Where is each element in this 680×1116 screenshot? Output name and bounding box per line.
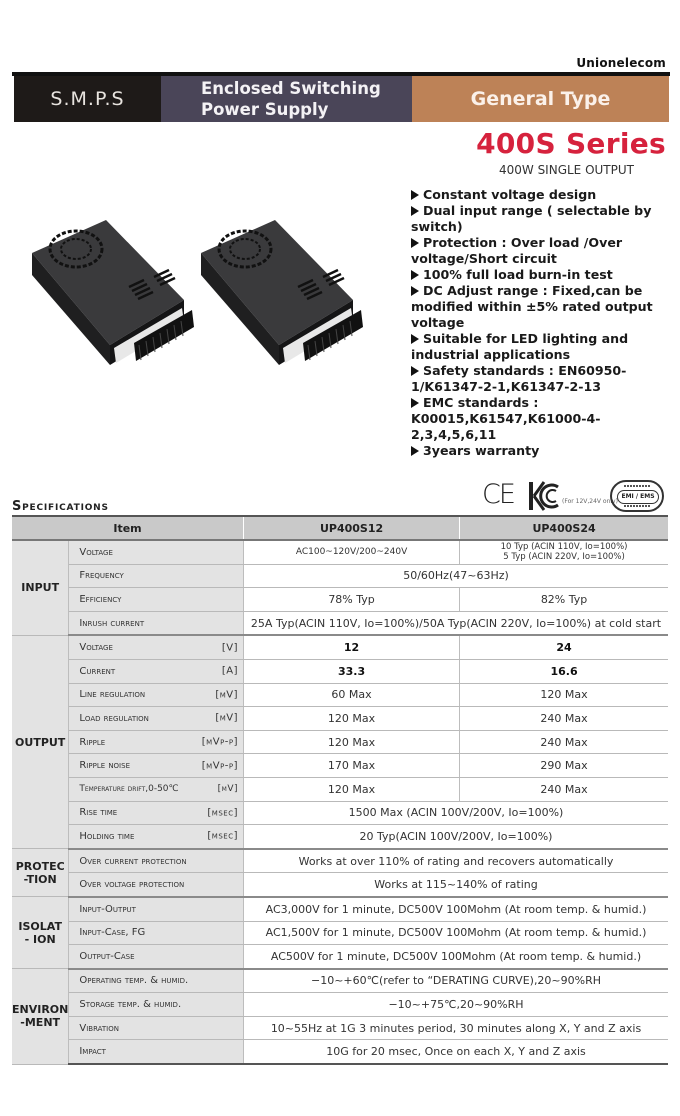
cell-value: 60 Max: [244, 683, 460, 707]
cell-value: 240 Max: [460, 707, 668, 731]
header-item: Item: [12, 516, 244, 540]
row-label: Output-Case: [69, 945, 244, 969]
row-label: Input-Output: [69, 897, 244, 921]
cell-value: 25A Typ(ACIN 110V, Io=100%)/50A Typ(ACIN 220V, Io=100%) at cold start: [244, 611, 668, 635]
cell-value: 120 Max: [244, 730, 460, 754]
product-type-label: [161, 76, 412, 122]
table-row: [12, 611, 668, 635]
certification-marks: [482, 478, 672, 514]
table-row: [12, 540, 668, 564]
cell-value: 290 Max: [460, 754, 668, 778]
bullet-triangle-icon: [411, 190, 419, 200]
cell-value: 10 Typ (ACIN 110V, Io=100%) 5 Typ (ACIN 220V, Io=100%): [460, 540, 668, 564]
feature-item: Constant voltage design: [411, 187, 676, 203]
emi-ems-label: EMI / EMS: [617, 490, 659, 504]
unit-label: [mV]: [215, 689, 239, 701]
row-label: Ripple noise [mVp-p]: [69, 754, 244, 778]
row-label: Over current protection: [69, 849, 244, 873]
unit-label: [mV]: [217, 784, 239, 795]
row-label: Ripple [mVp-p]: [69, 730, 244, 754]
bullet-triangle-icon: [411, 446, 419, 456]
group-environment: ENVIRON -MENT: [12, 969, 69, 1064]
cell-value: AC1,500V for 1 minute, DC500V 100Mohm (At room temp. & humid.): [244, 921, 668, 945]
cell-value: 10G for 20 msec, Once on each X, Y and Z axis: [244, 1040, 668, 1064]
header-model-up400s24: UP400S24: [460, 516, 668, 540]
cell-value: 120 Max: [244, 707, 460, 731]
bullet-triangle-icon: [411, 334, 419, 344]
feature-item: Protection : Over load /Over voltage/Short circuit: [411, 235, 623, 266]
table-row: [12, 730, 668, 754]
unit-label: [A]: [221, 665, 239, 677]
row-label: Temperature drift,0-50℃ [mV]: [69, 777, 244, 801]
product-type-line1: Enclosed Switching: [201, 79, 381, 98]
table-row: [12, 588, 668, 612]
cell-value: 82% Typ: [460, 588, 668, 612]
feature-list: [411, 187, 676, 459]
table-row: [12, 635, 668, 659]
emi-ems-mark-icon: [610, 480, 664, 512]
row-label: Load regulation [mV]: [69, 707, 244, 731]
bullet-triangle-icon: [411, 270, 419, 280]
table-row: [12, 777, 668, 801]
bullet-triangle-icon: [411, 206, 419, 216]
bullet-triangle-icon: [411, 238, 419, 248]
table-row: [12, 801, 668, 825]
cell-value: 120 Max: [460, 683, 668, 707]
table-header-row: [12, 516, 668, 540]
table-row: [12, 754, 668, 778]
cell-value: 24: [460, 635, 668, 659]
cell-value: AC500V for 1 minute, DC500V 100Mohm (At room temp. & humid.): [244, 945, 668, 969]
row-label: Operating temp. & humid.: [69, 969, 244, 993]
unit-label: [V]: [221, 642, 239, 654]
cell-value: 1500 Max (ACIN 100V/200V, Io=100%): [244, 801, 668, 825]
table-row: [12, 1040, 668, 1064]
row-label: Voltage: [69, 540, 244, 564]
table-row: [12, 683, 668, 707]
kc-note: (For 12V,24V only): [562, 498, 618, 505]
specifications-table: [12, 515, 668, 1065]
specifications-heading: Specifications: [12, 499, 109, 514]
power-supply-image: [193, 215, 368, 375]
row-label: Impact: [69, 1040, 244, 1064]
table-row: [12, 825, 668, 849]
group-protection: PROTEC -TION: [12, 849, 69, 897]
cell-value: 78% Typ: [244, 588, 460, 612]
unit-label: [mVp-p]: [201, 736, 239, 748]
feature-item: Dual input range ( selectable by switch): [411, 203, 652, 234]
cell-value: AC3,000V for 1 minute, DC500V 100Mohm (At room temp. & humid.): [244, 897, 668, 921]
group-input: INPUT: [12, 540, 69, 635]
table-row: [12, 659, 668, 683]
cell-value: 20 Typ(ACIN 100V/200V, Io=100%): [244, 825, 668, 849]
group-output: OUTPUT: [12, 635, 69, 848]
kc-mark-icon: [528, 481, 560, 511]
feature-item: Safety standards : EN60950-1/K61347-2-1,K61347-2-13: [411, 363, 627, 394]
row-label: Line regulation [mV]: [69, 683, 244, 707]
table-row: [12, 921, 668, 945]
power-supply-image: [24, 215, 199, 375]
cell-value: Works at 115~140% of rating: [244, 873, 668, 897]
row-label: Input-Case, FG: [69, 921, 244, 945]
row-label: Inrush current: [69, 611, 244, 635]
feature-item: 100% full load burn-in test: [411, 267, 676, 283]
cell-value: AC100~120V/200~240V: [244, 540, 460, 564]
feature-item: Suitable for LED lighting and industrial applications: [411, 331, 629, 362]
table-row: [12, 849, 668, 873]
table-row: [12, 969, 668, 993]
feature-item: 3years warranty: [411, 443, 676, 459]
row-label: Over voltage protection: [69, 873, 244, 897]
row-label: Holding time [msec]: [69, 825, 244, 849]
row-label: Current [A]: [69, 659, 244, 683]
ce-mark-icon: CE: [482, 479, 514, 510]
product-images: [18, 215, 398, 380]
grade-label: General Type: [412, 76, 669, 122]
unit-label: [mVp-p]: [201, 760, 239, 772]
row-label: Voltage [V]: [69, 635, 244, 659]
cell-value: 120 Max: [244, 777, 460, 801]
unit-label: [msec]: [207, 830, 239, 842]
table-row: [12, 1016, 668, 1040]
cell-value: 33.3: [244, 659, 460, 683]
feature-item: EMC standards : K00015,K61547,K61000-4-2,3,4,5,6,11: [411, 395, 601, 442]
table-row: [12, 993, 668, 1017]
cell-value: −10~+60℃(refer to “DERATING CURVE),20~90%RH: [244, 969, 668, 993]
table-row: [12, 564, 668, 588]
category-banner: [14, 76, 669, 122]
unit-label: [msec]: [207, 807, 239, 819]
cell-value: 170 Max: [244, 754, 460, 778]
group-isolation: ISOLAT - ION: [12, 897, 69, 969]
bullet-triangle-icon: [411, 286, 419, 296]
bullet-triangle-icon: [411, 366, 419, 376]
cell-value: −10~+75℃,20~90%RH: [244, 993, 668, 1017]
cell-value: 240 Max: [460, 730, 668, 754]
bullet-triangle-icon: [411, 398, 419, 408]
row-label: Rise time [msec]: [69, 801, 244, 825]
category-label: S.M.P.S: [14, 76, 161, 122]
header-model-up400s12: UP400S12: [244, 516, 460, 540]
cell-value: 240 Max: [460, 777, 668, 801]
product-type-line2: Power Supply: [201, 100, 329, 119]
series-title: 400S Series: [476, 127, 666, 160]
table-row: [12, 707, 668, 731]
cell-value: 50/60Hz(47~63Hz): [244, 564, 668, 588]
row-label: Vibration: [69, 1016, 244, 1040]
series-subtitle: 400W SINGLE OUTPUT: [498, 163, 634, 177]
cell-value: 12: [244, 635, 460, 659]
table-row: [12, 873, 668, 897]
cell-value: Works at over 110% of rating and recovers automatically: [244, 849, 668, 873]
table-row: [12, 945, 668, 969]
row-label: Frequency: [69, 564, 244, 588]
brand-name: Unionelecom: [576, 56, 666, 70]
feature-item: DC Adjust range : Fixed,can be modified within ±5% rated output voltage: [411, 283, 653, 330]
row-label: Storage temp. & humid.: [69, 993, 244, 1017]
cell-value: 16.6: [460, 659, 668, 683]
row-label: Efficiency: [69, 588, 244, 612]
table-row: [12, 897, 668, 921]
cell-value: 10~55Hz at 1G 3 minutes period, 30 minutes along X, Y and Z axis: [244, 1016, 668, 1040]
unit-label: [mV]: [215, 712, 239, 724]
